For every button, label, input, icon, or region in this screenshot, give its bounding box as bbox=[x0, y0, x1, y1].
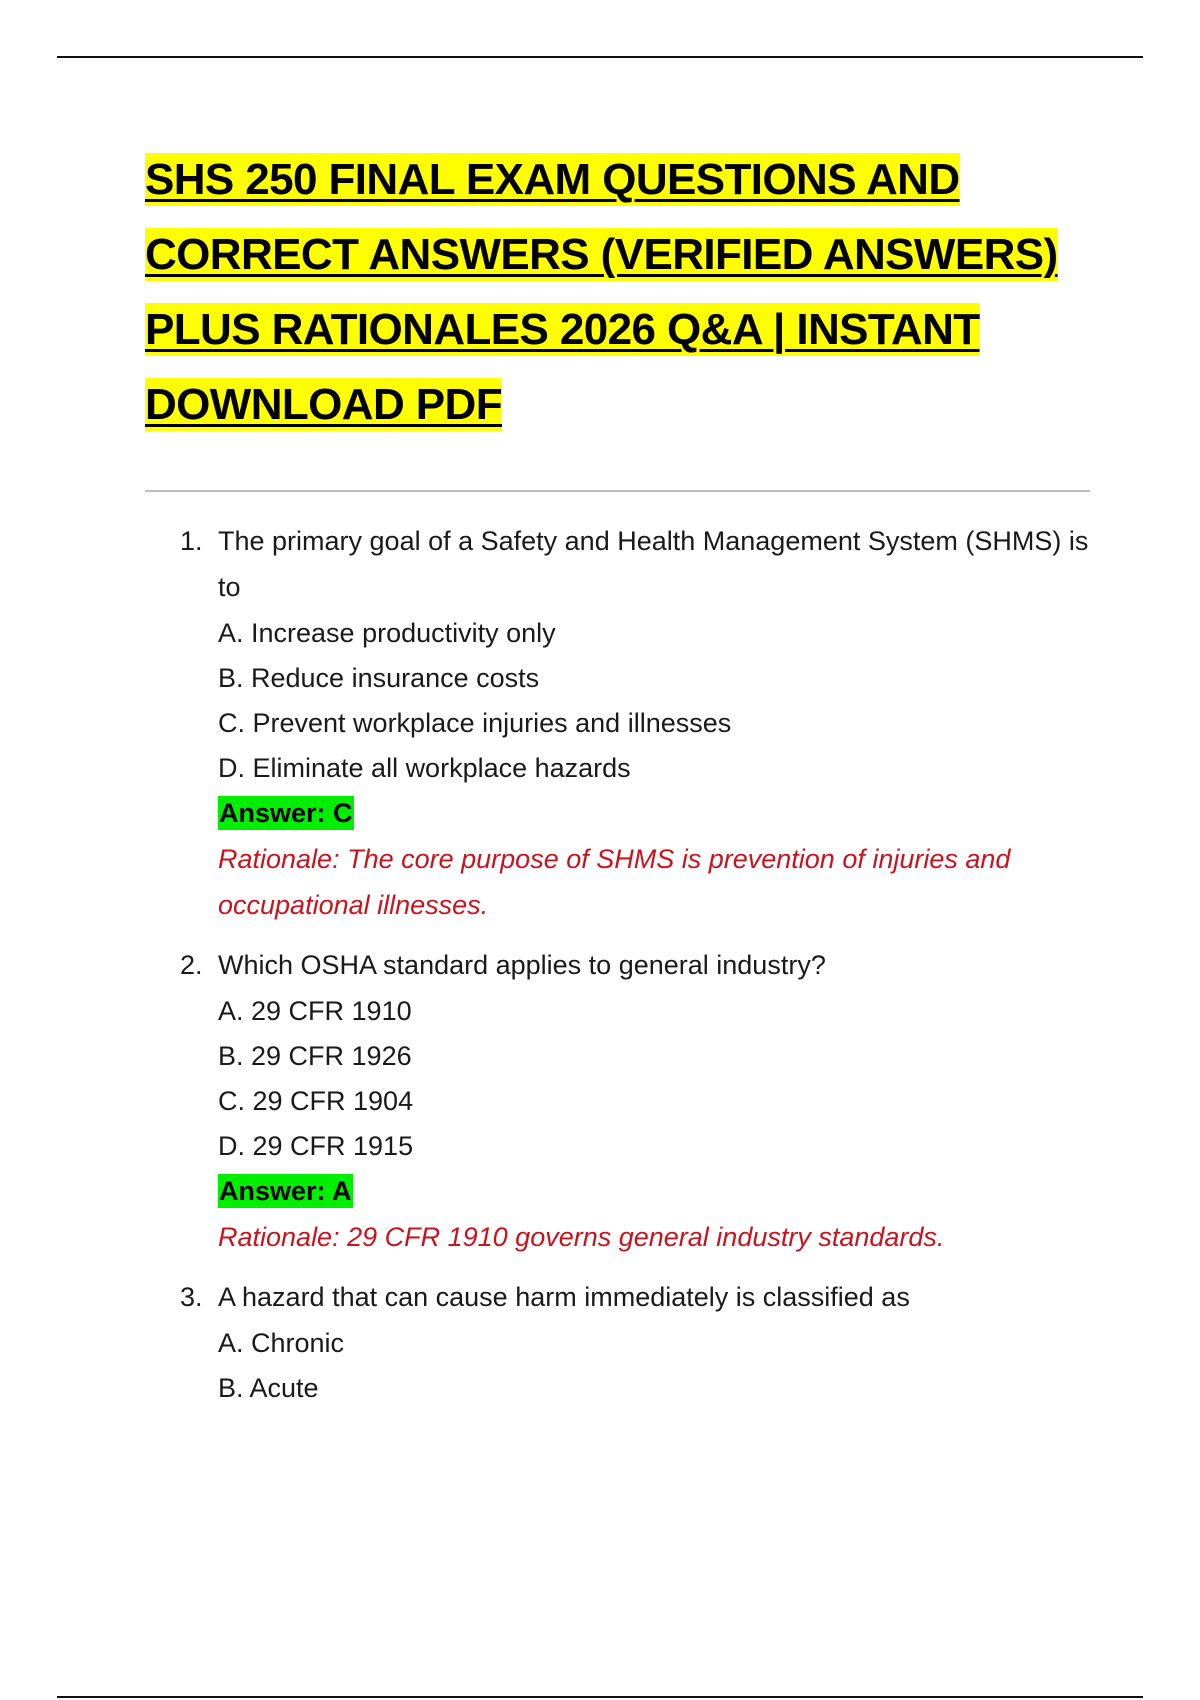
rationale-text: Rationale: The core purpose of SHMS is prevention of injuries and occupational illnesses. bbox=[218, 844, 1011, 920]
answer-option: D. 29 CFR 1915 bbox=[218, 1131, 414, 1161]
question-2 bbox=[180, 942, 1090, 1260]
answer-option: B. 29 CFR 1926 bbox=[218, 1041, 412, 1071]
question-number: 2. bbox=[180, 950, 203, 980]
answer-option: A. Chronic bbox=[218, 1328, 345, 1358]
answer-option: C. 29 CFR 1904 bbox=[218, 1086, 414, 1116]
answer-option: D. Eliminate all workplace hazards bbox=[218, 753, 631, 783]
question-text: Which OSHA standard applies to general industry? bbox=[218, 950, 826, 980]
answer-option: A. 29 CFR 1910 bbox=[218, 996, 412, 1026]
title-separator bbox=[145, 490, 1090, 492]
title-line: CORRECT ANSWERS (VERIFIED ANSWERS) bbox=[145, 230, 1058, 279]
title-line: SHS 250 FINAL EXAM QUESTIONS AND bbox=[145, 155, 960, 204]
title-line: DOWNLOAD PDF bbox=[145, 380, 502, 429]
answer-option: A. Increase productivity only bbox=[218, 618, 556, 648]
correct-answer: Answer: C bbox=[219, 798, 353, 828]
answer-option: B. Acute bbox=[218, 1373, 319, 1403]
question-number: 3. bbox=[180, 1282, 203, 1312]
document-title bbox=[145, 142, 1105, 442]
question-text: The primary goal of a Safety and Health Management System (SHMS) is to bbox=[218, 526, 1089, 602]
question-list bbox=[180, 518, 1090, 1424]
title-line: PLUS RATIONALES 2026 Q&A | INSTANT bbox=[145, 305, 980, 354]
question-1 bbox=[180, 518, 1090, 928]
answer-option: B. Reduce insurance costs bbox=[218, 663, 540, 693]
correct-answer: Answer: A bbox=[219, 1176, 352, 1206]
top-rule bbox=[57, 56, 1143, 58]
question-text: A hazard that can cause harm immediately is classified as bbox=[218, 1282, 910, 1312]
question-3 bbox=[180, 1274, 1090, 1410]
rationale-text: Rationale: 29 CFR 1910 governs general industry standards. bbox=[218, 1222, 945, 1252]
answer-option: C. Prevent workplace injuries and illnesses bbox=[218, 708, 732, 738]
question-number: 1. bbox=[180, 526, 203, 556]
bottom-rule bbox=[57, 1696, 1143, 1698]
